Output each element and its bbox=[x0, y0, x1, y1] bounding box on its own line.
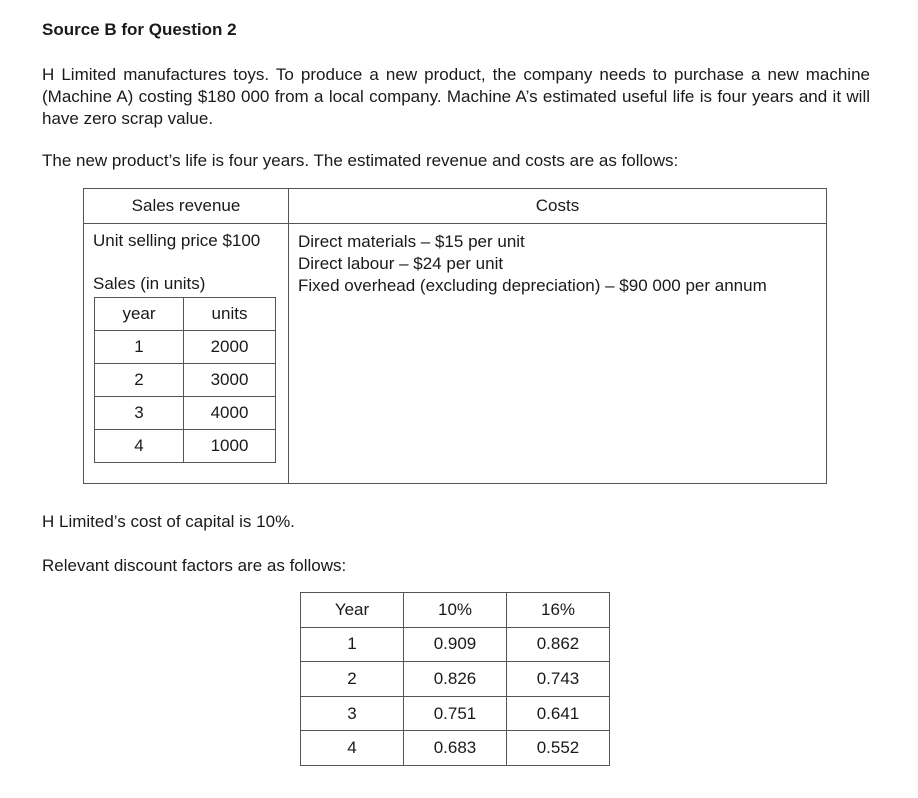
units-header-row bbox=[95, 298, 276, 331]
factor-10-cell: 0.909 bbox=[404, 627, 507, 662]
year-cell: 1 bbox=[301, 627, 404, 662]
year-cell: 3 bbox=[95, 397, 184, 430]
units-cell: 2000 bbox=[184, 331, 276, 364]
table-row bbox=[95, 397, 276, 430]
direct-materials-cost: Direct materials – $15 per unit bbox=[298, 232, 525, 251]
unit-selling-price: Unit selling price $100 bbox=[93, 231, 261, 250]
column-divider bbox=[288, 189, 289, 483]
discount-factors-table bbox=[300, 592, 610, 766]
year-cell: 1 bbox=[95, 331, 184, 364]
factor-10-cell: 0.683 bbox=[404, 731, 507, 766]
sales-units-label: Sales (in units) bbox=[93, 274, 206, 293]
discount-factors-paragraph: Relevant discount factors are as follows: bbox=[42, 556, 347, 575]
year-header: Year bbox=[301, 593, 404, 628]
rate-10-header: 10% bbox=[404, 593, 507, 628]
costs-list bbox=[298, 231, 767, 297]
intro-paragraph: H Limited manufactures toys. To produce a new product, the company needs to purchase a new machine (Machine A) costing $180 000 from a local company. Machine A’s estimated useful life is four years and it will have zero scrap value. bbox=[42, 65, 870, 128]
discount-header-row bbox=[301, 593, 610, 628]
year-header: year bbox=[95, 298, 184, 331]
sales-revenue-header: Sales revenue bbox=[131, 196, 241, 215]
units-cell: 1000 bbox=[184, 430, 276, 463]
year-cell: 2 bbox=[95, 364, 184, 397]
factor-16-cell: 0.552 bbox=[507, 731, 610, 766]
product-life-paragraph: The new product’s life is four years. The estimated revenue and costs are as follows: bbox=[42, 151, 679, 170]
cost-of-capital-paragraph: H Limited’s cost of capital is 10%. bbox=[42, 512, 295, 531]
costs-header: Costs bbox=[535, 196, 580, 215]
units-cell: 3000 bbox=[184, 364, 276, 397]
factor-10-cell: 0.751 bbox=[404, 696, 507, 731]
table-row bbox=[301, 627, 610, 662]
table-row bbox=[95, 331, 276, 364]
section-heading: Source B for Question 2 bbox=[42, 20, 237, 39]
revenue-costs-table bbox=[83, 188, 827, 484]
table-row bbox=[301, 662, 610, 697]
factor-16-cell: 0.743 bbox=[507, 662, 610, 697]
year-cell: 2 bbox=[301, 662, 404, 697]
sales-units-table bbox=[94, 297, 276, 463]
table-row bbox=[95, 430, 276, 463]
table-row bbox=[301, 696, 610, 731]
units-cell: 4000 bbox=[184, 397, 276, 430]
table-row bbox=[301, 731, 610, 766]
units-header: units bbox=[184, 298, 276, 331]
rate-16-header: 16% bbox=[507, 593, 610, 628]
factor-16-cell: 0.641 bbox=[507, 696, 610, 731]
fixed-overhead-cost: Fixed overhead (excluding depreciation) – $90 000 per annum bbox=[298, 276, 767, 295]
year-cell: 4 bbox=[301, 731, 404, 766]
direct-labour-cost: Direct labour – $24 per unit bbox=[298, 254, 504, 273]
table-row bbox=[95, 364, 276, 397]
factor-10-cell: 0.826 bbox=[404, 662, 507, 697]
factor-16-cell: 0.862 bbox=[507, 627, 610, 662]
year-cell: 3 bbox=[301, 696, 404, 731]
year-cell: 4 bbox=[95, 430, 184, 463]
